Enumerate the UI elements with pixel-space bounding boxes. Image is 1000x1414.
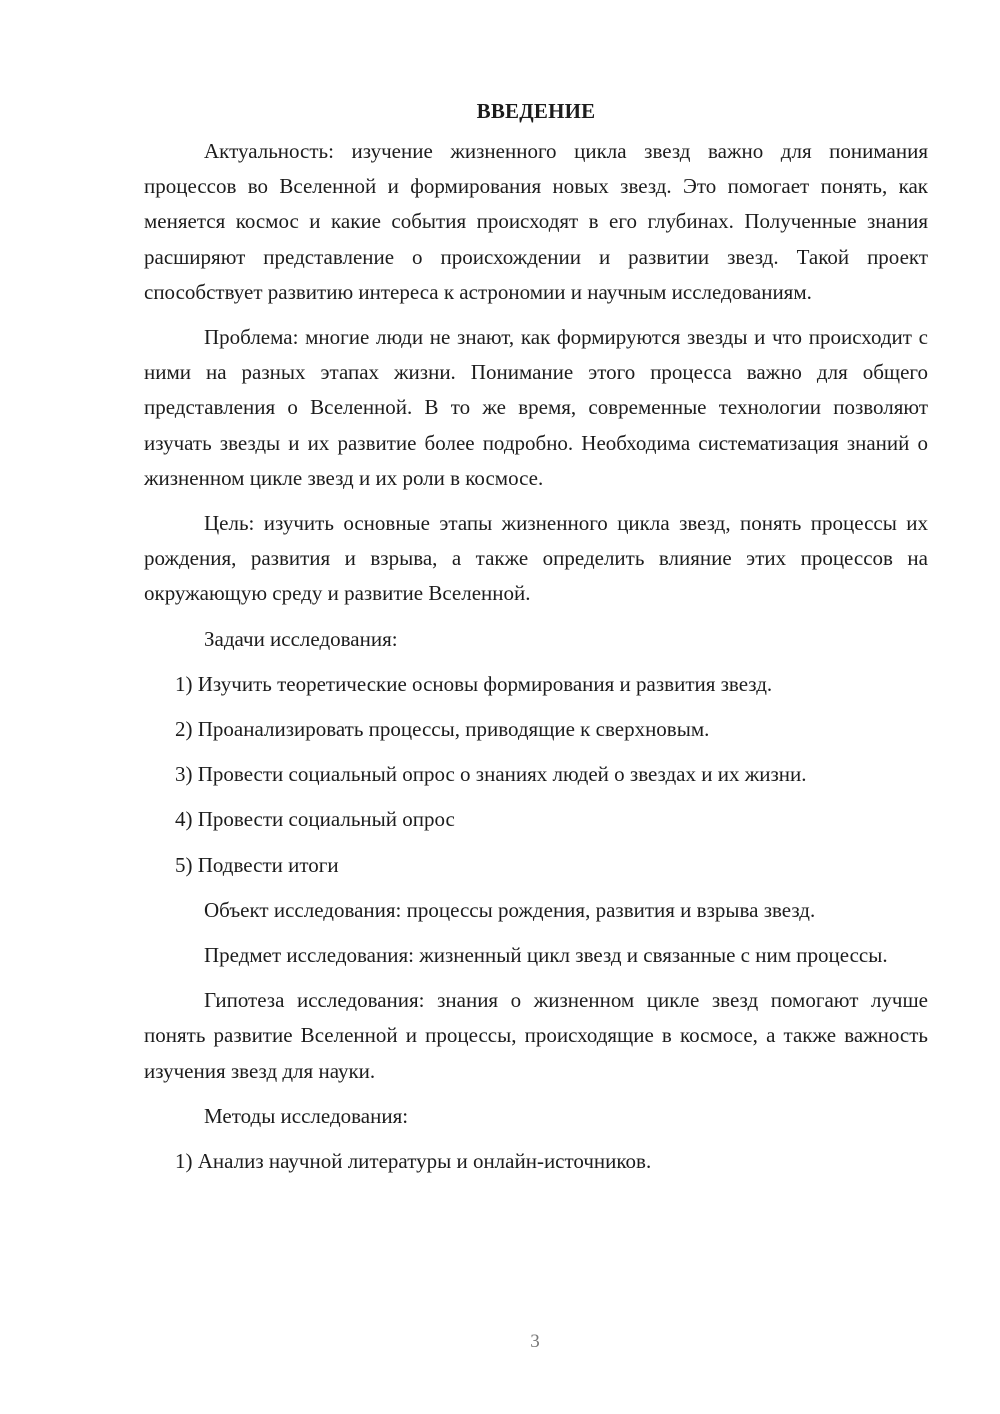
task-item-3: 3) Провести социальный опрос о знаниях людей о звездах и их жизни. (175, 762, 807, 787)
methods-heading: Методы исследования: (204, 1103, 409, 1128)
task-item-2: 2) Проанализировать процессы, приводящие к сверхновым. (175, 717, 710, 742)
task-item-1: 1) Изучить теоретические основы формирования и развития звезд. (175, 671, 773, 696)
task-item-5: 5) Подвести итоги (175, 852, 339, 877)
tasks-heading: Задачи исследования: (204, 626, 398, 651)
paragraph-relevance: Актуальность: изучение жизненного цикла звезд важно для понимания процессов во Вселенной и формирования новых звезд. Это помогает понять, как меняется космос и какие события происходят в его глубинах. Полученные знания расширяют представление о происхождении и развитии звезд. Такой проект способствует развитию интереса к астрономии и научным исследованиям. (144, 139, 928, 304)
paragraph-hypothesis: Гипотеза исследования: знания о жизненном цикле звезд помогают лучше понять развитие Вселенной и процессы, происходящие в космосе, а также важность изучения звезд для науки. (144, 988, 928, 1083)
section-title: ВВЕДЕНИЕ (476, 99, 596, 123)
paragraph-goal: Цель: изучить основные этапы жизненного цикла звезд, понять процессы их рождения, развития и взрыва, а также определить влияние этих процессов на окружающую среду и развитие Вселенной. (144, 511, 928, 606)
paragraph-object: Объект исследования: процессы рождения, развития и взрыва звезд. (204, 897, 816, 922)
paragraph-subject: Предмет исследования: жизненный цикл звезд и связанные с ним процессы. (204, 943, 888, 968)
task-item-4: 4) Провести социальный опрос (175, 807, 455, 832)
page-number: 3 (530, 1331, 540, 1352)
page-content (144, 96, 928, 1189)
method-item-1: 1) Анализ научной литературы и онлайн-источников. (175, 1149, 652, 1174)
paragraph-problem: Проблема: многие люди не знают, как формируются звезды и что происходит с ними на разных этапах жизни. Понимание этого процесса важно для общего представления о Вселенной. В то же время, современные технологии позволяют изучать звезды и их развитие более подробно. Необходима систематизация знаний о жизненном цикле звезд и их роли в космосе. (144, 325, 928, 490)
